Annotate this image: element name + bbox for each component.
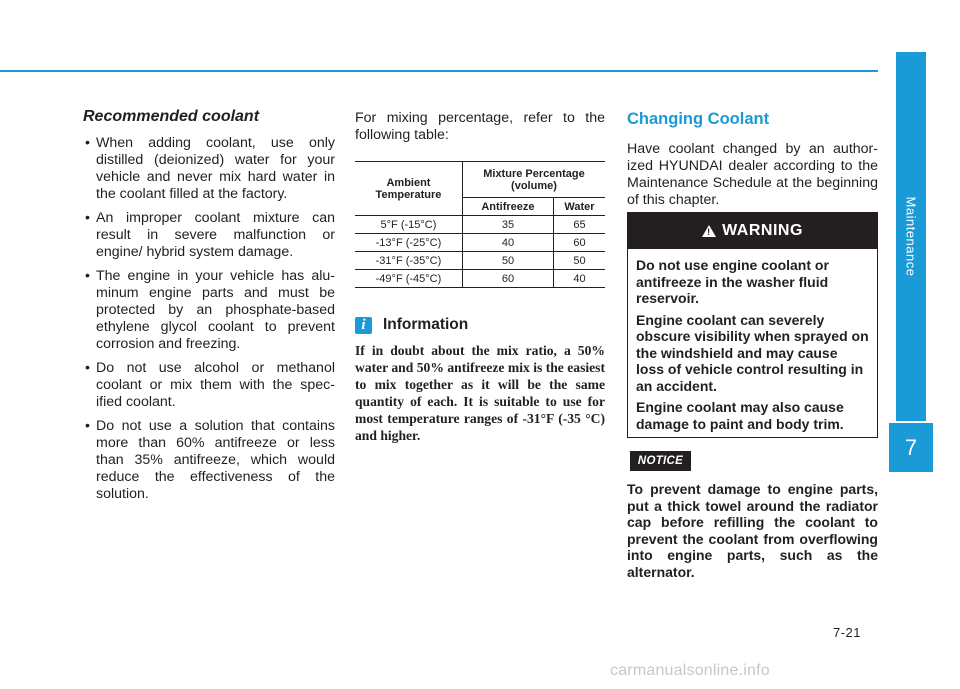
warning-header	[628, 213, 877, 249]
mixture-table	[355, 161, 605, 288]
warning-paragraph: Do not use engine coolant or antifreeze in the washer fluid reservoir.	[636, 257, 829, 306]
warning-label: WARNING	[722, 222, 803, 239]
table-row	[355, 270, 605, 288]
bullet-icon: •	[85, 210, 90, 226]
changing-coolant-title: Changing Coolant	[627, 110, 770, 128]
notice-body: To prevent damage to engine parts, put a thick towel around the radiator cap before refilling the coolant to prevent the coolant from overflowing into engine parts, such as the alternator.	[627, 481, 878, 580]
table-cell-antifreeze: 50	[462, 252, 553, 270]
warning-triangle-icon: !	[702, 225, 716, 237]
warning-body	[628, 249, 877, 432]
table-row	[355, 234, 605, 252]
table-cell-temp: -13°F (-25°C)	[355, 234, 462, 252]
table-cell-temp: -31°F (-35°C)	[355, 252, 462, 270]
list-item: • An improper coolant mixture can result in severe malfunction or engine/ hybrid system damage.	[85, 210, 335, 260]
recommended-coolant-list	[83, 135, 335, 503]
warning-box	[627, 212, 878, 438]
list-item: • When adding coolant, use only distilled (deionized) water for your vehicle and never mix hard water in the coolant filled at the factory.	[85, 135, 335, 202]
information-title: Information	[383, 316, 469, 333]
table-header-antifreeze: Antifreeze	[462, 198, 553, 216]
table-cell-water: 60	[553, 234, 605, 252]
table-cell-water: 50	[553, 252, 605, 270]
recommended-coolant-heading: Recommended coolant	[83, 108, 260, 125]
recommended-coolant-section	[83, 108, 335, 510]
header-rule	[0, 70, 878, 72]
table-cell-temp: 5°F (-15°C)	[355, 216, 462, 234]
bullet-icon: •	[85, 135, 90, 151]
chapter-number-badge: 7	[889, 423, 933, 472]
list-item: • Do not use a solution that contains more than 60% antifreeze or less than 35% antifreeze, which would reduce the effectiveness of the solution.	[85, 418, 335, 502]
bullet-icon: •	[85, 418, 90, 434]
list-item: • Do not use alcohol or methanol coolant or mix them with the spec-ified coolant.	[85, 360, 335, 410]
bullet-icon: •	[85, 360, 90, 376]
table-row	[355, 252, 605, 270]
table-cell-antifreeze: 40	[462, 234, 553, 252]
information-header	[355, 316, 605, 334]
table-header-ambient: Ambient Temperature	[355, 162, 462, 216]
mixing-intro: For mixing percentage, refer to the following table:	[355, 110, 605, 143]
changing-coolant-intro: Have coolant changed by an author-ized HYUNDAI dealer according to the Maintenance Schedule at the beginning of this chapter.	[627, 141, 878, 208]
mixing-section	[355, 110, 605, 444]
table-cell-water: 65	[553, 216, 605, 234]
table-cell-antifreeze: 60	[462, 270, 553, 288]
page-number: 7-21	[833, 625, 862, 640]
table-cell-water: 40	[553, 270, 605, 288]
notice-badge: NOTICE	[630, 451, 691, 471]
table-header-water: Water	[553, 198, 605, 216]
warning-paragraph: Engine coolant may also cause damage to paint and body trim.	[636, 399, 844, 432]
chapter-tab-label: Maintenance	[903, 196, 919, 277]
table-cell-antifreeze: 35	[462, 216, 553, 234]
list-item: • The engine in your vehicle has alu-minum engine parts and must be protected by an phosphate-based ethylene glycol coolant to prevent corrosion and freezing.	[85, 268, 335, 352]
bullet-icon: •	[85, 268, 90, 284]
information-body: If in doubt about the mix ratio, a 50% water and 50% antifreeze mix is the easiest to mix together as it will be the same quantity of each. It is suitable to use for most temperature ranges of -31°F (-35 °C) and higher.	[355, 343, 605, 443]
warning-paragraph: Engine coolant can severely obscure visibility when sprayed on the windshield and may cause loss of vehicle control resulting in an accident.	[636, 311, 869, 394]
table-cell-temp: -49°F (-45°C)	[355, 270, 462, 288]
info-icon: i	[355, 317, 372, 334]
changing-coolant-section	[627, 110, 878, 209]
table-row	[355, 216, 605, 234]
table-header-mixture: Mixture Percentage (volume)	[462, 162, 605, 198]
watermark-link[interactable]: carmanualsonline.info	[610, 662, 770, 679]
